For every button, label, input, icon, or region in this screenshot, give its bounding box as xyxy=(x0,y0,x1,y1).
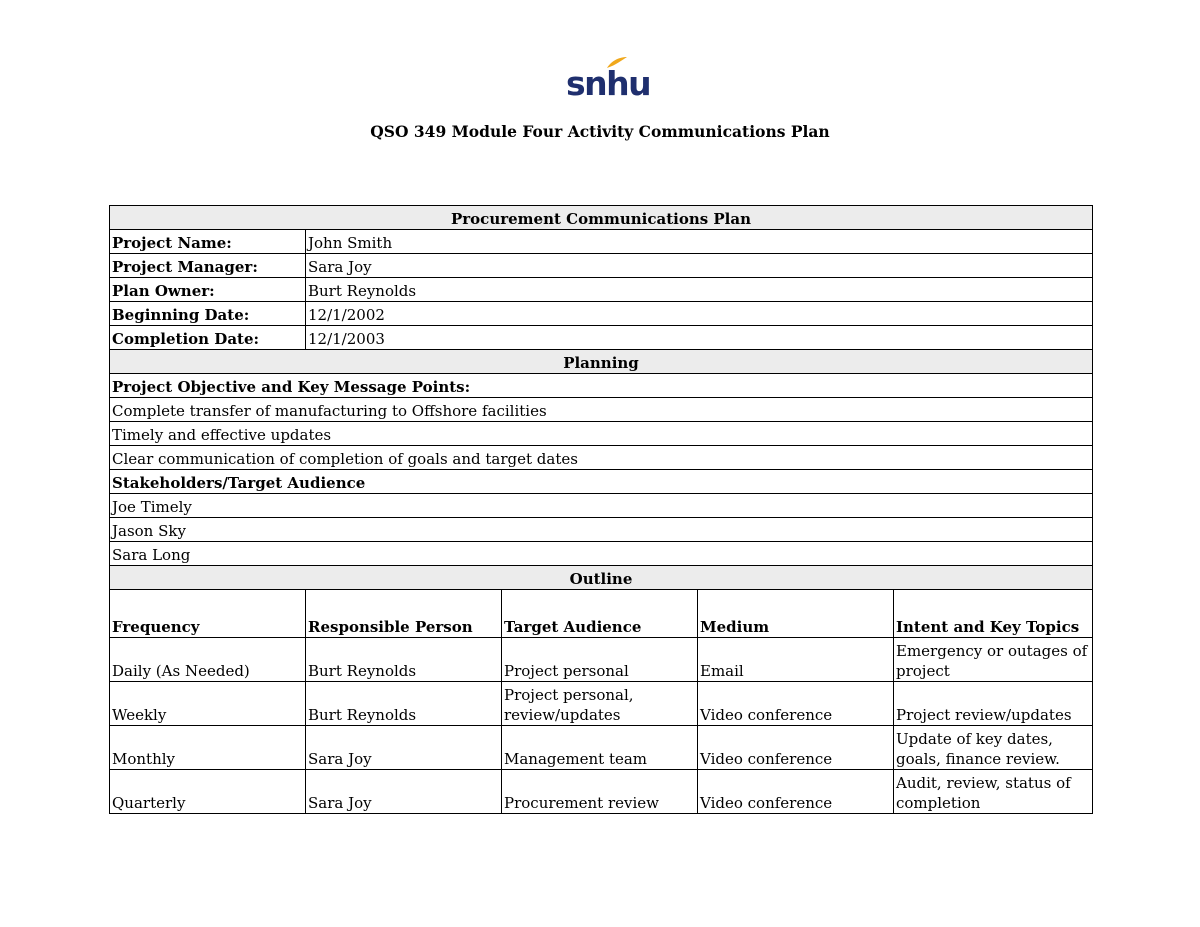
table-row xyxy=(110,278,1093,302)
table-row xyxy=(110,770,1093,814)
logo-text: snhu xyxy=(566,64,651,103)
section-title-outline: Outline xyxy=(110,566,1093,590)
outline-header-row xyxy=(110,590,1093,638)
field-label: Project Name: xyxy=(110,230,306,254)
table-cell: Video conference xyxy=(698,726,894,770)
table-row xyxy=(110,398,1093,422)
snhu-logo xyxy=(566,56,651,104)
field-label: Project Manager: xyxy=(110,254,306,278)
field-label: Beginning Date: xyxy=(110,302,306,326)
table-row xyxy=(110,638,1093,682)
table-cell: Monthly xyxy=(110,726,306,770)
table-cell: Sara Joy xyxy=(306,726,502,770)
table-row xyxy=(110,302,1093,326)
table-cell: Project personal, review/updates xyxy=(502,682,698,726)
table-row xyxy=(110,566,1093,590)
field-label: Plan Owner: xyxy=(110,278,306,302)
table-row xyxy=(110,326,1093,350)
objective-heading: Project Objective and Key Message Points: xyxy=(110,374,1093,398)
page-title: QSO 349 Module Four Activity Communications Plan xyxy=(370,122,830,141)
objective-item: Timely and effective updates xyxy=(110,422,1093,446)
table-cell: Audit, review, status of completion xyxy=(894,770,1093,814)
table-cell: Procurement review xyxy=(502,770,698,814)
stakeholder-item: Jason Sky xyxy=(110,518,1093,542)
table-cell: Emergency or outages of project xyxy=(894,638,1093,682)
table-row xyxy=(110,726,1093,770)
field-value: Sara Joy xyxy=(306,254,1093,278)
section-title-planning: Planning xyxy=(110,350,1093,374)
table-cell: Email xyxy=(698,638,894,682)
table-cell: Sara Joy xyxy=(306,770,502,814)
table-cell: Update of key dates, goals, finance review. xyxy=(894,726,1093,770)
table-cell: Video conference xyxy=(698,682,894,726)
table-row xyxy=(110,494,1093,518)
table-row xyxy=(110,682,1093,726)
field-value: Burt Reynolds xyxy=(306,278,1093,302)
table-row xyxy=(110,230,1093,254)
table-cell: Burt Reynolds xyxy=(306,638,502,682)
table-row xyxy=(110,446,1093,470)
column-header: Target Audience xyxy=(502,590,698,638)
table-row xyxy=(110,422,1093,446)
column-header: Frequency xyxy=(110,590,306,638)
table-row xyxy=(110,374,1093,398)
objective-item: Clear communication of completion of goals and target dates xyxy=(110,446,1093,470)
table-cell: Daily (As Needed) xyxy=(110,638,306,682)
objective-item: Complete transfer of manufacturing to Offshore facilities xyxy=(110,398,1093,422)
table-cell: Video conference xyxy=(698,770,894,814)
column-header: Intent and Key Topics xyxy=(894,590,1093,638)
table-cell: Project personal xyxy=(502,638,698,682)
field-value: 12/1/2002 xyxy=(306,302,1093,326)
field-label: Completion Date: xyxy=(110,326,306,350)
table-row xyxy=(110,470,1093,494)
field-value: 12/1/2003 xyxy=(306,326,1093,350)
table-row xyxy=(110,350,1093,374)
column-header: Medium xyxy=(698,590,894,638)
table-row xyxy=(110,206,1093,230)
section-title-procurement: Procurement Communications Plan xyxy=(110,206,1093,230)
stakeholder-item: Joe Timely xyxy=(110,494,1093,518)
table-cell: Burt Reynolds xyxy=(306,682,502,726)
column-header: Responsible Person xyxy=(306,590,502,638)
stakeholder-item: Sara Long xyxy=(110,542,1093,566)
table-row xyxy=(110,518,1093,542)
table-row xyxy=(110,542,1093,566)
field-value: John Smith xyxy=(306,230,1093,254)
table-cell: Management team xyxy=(502,726,698,770)
table-cell: Project review/updates xyxy=(894,682,1093,726)
stakeholders-heading: Stakeholders/Target Audience xyxy=(110,470,1093,494)
table-cell: Quarterly xyxy=(110,770,306,814)
communications-plan-table xyxy=(109,205,1093,814)
table-cell: Weekly xyxy=(110,682,306,726)
table-row xyxy=(110,254,1093,278)
